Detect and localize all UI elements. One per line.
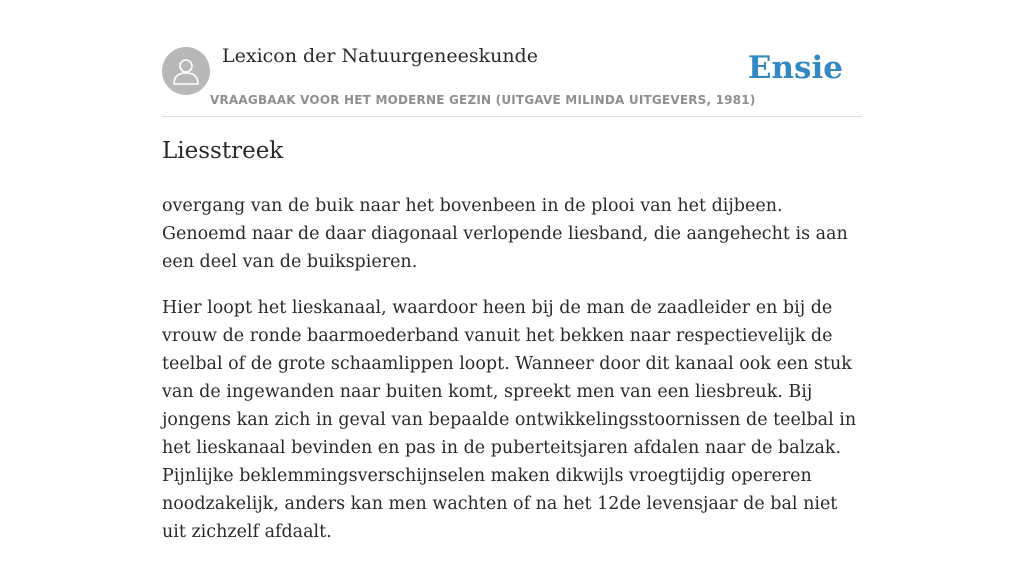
- entry-paragraph: overgang van de buik naar het bovenbeen in de plooi van het dijbeen. Genoemd naar de daar diagonaal verlopende liesband, die aangehecht is aan een deel van de buikspieren.: [162, 196, 848, 272]
- source-header: [162, 40, 862, 117]
- source-subtitle: VRAAGBAAK VOOR HET MODERNE GEZIN (UITGAVE MILINDA UITGEVERS, 1981): [210, 93, 756, 107]
- source-title[interactable]: Lexicon der Natuurgeneeskunde: [222, 45, 538, 67]
- entry-paragraph: Hier loopt het lieskanaal, waardoor heen bij de man de zaadleider en bij de vrouw de ronde baarmoederband vanuit het bekken naar respectievelijk de teelbal of de grote schaamlippen loopt. Wanneer door dit kanaal ook een stuk van de ingewanden naar buiten komt, spreekt men van een liesbreuk. Bij jongens kan zich in geval van bepaalde ontwikkelingsstoornissen de teelbal in het lieskanaal bevinden en pas in de puberteitsjaren afdalen naar de balzak. Pijnlijke beklemmingsverschijnselen maken dikwijls vroegtijdig opereren noodzakelijk, anders kan men wachten of na het 12de levensjaar de bal niet uit zichzelf afdaalt.: [162, 298, 857, 542]
- user-silhouette-icon: [162, 47, 210, 95]
- entry-body: [162, 192, 866, 564]
- entry-title: Liesstreek: [162, 138, 284, 164]
- ensie-logo[interactable]: Ensie: [747, 50, 843, 86]
- avatar[interactable]: [162, 47, 210, 95]
